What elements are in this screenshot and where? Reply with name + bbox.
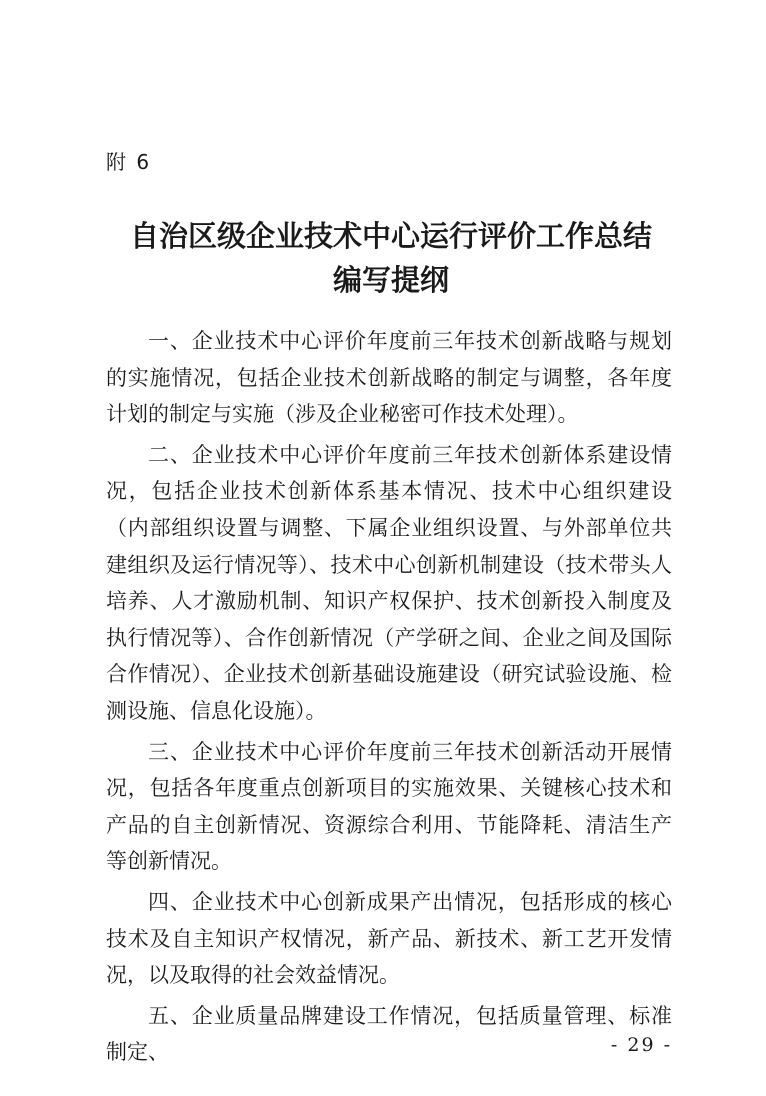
title-line-2: 编写提纲 (332, 263, 449, 297)
attachment-label: 附 6 (106, 150, 152, 174)
page-number: - 29 - (610, 1034, 672, 1056)
title-line-1: 自治区级企业技术中心运行评价工作总结 (129, 219, 652, 253)
paragraph-3: 三、企业技术中心评价年度前三年技术创新活动开展情况，包括各年度重点创新项目的实施效果、关键核心技术和产品的自主创新情况、资源综合利用、节能降耗、清洁生产等创新情况。 (106, 739, 672, 874)
document-body (106, 323, 672, 1071)
paragraph-1: 一、企业技术中心评价年度前三年技术创新战略与规划的实施情况，包括企业技术创新战略的制定与调整，各年度计划的制定与实施（涉及企业秘密可作技术处理）。 (106, 329, 672, 427)
paragraph-5: 五、企业质量品牌建设工作情况，包括质量管理、标准制定、 (106, 1003, 672, 1065)
paragraph-2: 二、企业技术中心评价年度前三年技术创新体系建设情况，包括企业技术创新体系基本情况、技术中心组织建设（内部组织设置与调整、下属企业组织设置、与外部单位共建组织及运行情况等）、技术中心创新机制建设（技术带头人培养、人才激励机制、知识产权保护、技术创新投入制度及执行情况等）、合作创新情况（产学研之间、企业之间及国际合作情况）、企业技术创新基础设施建设（研究试验设施、检测设施、信息化设施）。 (106, 442, 672, 723)
document-title (96, 214, 686, 302)
paragraph-4: 四、企业技术中心创新成果产出情况，包括形成的核心技术及自主知识产权情况，新产品、新技术、新工艺开发情况，以及取得的社会效益情况。 (106, 889, 672, 988)
